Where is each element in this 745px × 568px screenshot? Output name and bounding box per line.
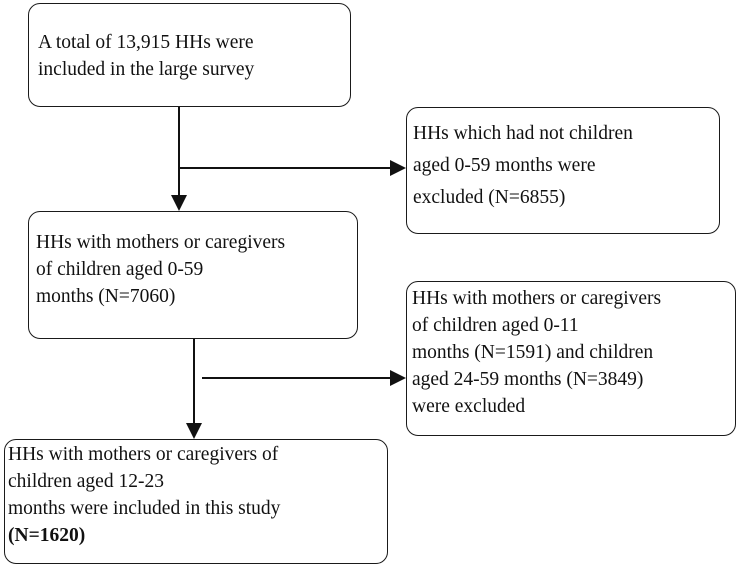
box-text-line: were excluded xyxy=(412,395,526,417)
box-included-study xyxy=(4,439,388,564)
box-total-surveyed xyxy=(28,3,351,107)
box-text-line: of children aged 0-11 xyxy=(412,314,579,336)
box-text-line: HHs which had not children xyxy=(413,123,633,144)
box-text-line: aged 0-59 months were xyxy=(413,154,596,176)
box-text-line: HHs with mothers or caregivers xyxy=(412,288,662,309)
box-text-line: children aged 12-23 xyxy=(8,470,164,492)
box-text-line: HHs with mothers or caregivers xyxy=(36,232,286,253)
box-excluded-age-groups xyxy=(406,281,736,436)
box-text-line: months were included in this study xyxy=(8,497,281,519)
box-text-line: aged 24-59 months (N=3849) xyxy=(412,368,644,390)
study-sample-size: (N=1620) xyxy=(8,524,86,546)
box-text-line: months (N=1591) and children xyxy=(412,341,654,363)
box-text-line: included in the large survey xyxy=(38,58,255,80)
box-text-line: HHs with mothers or caregivers of xyxy=(8,444,279,465)
box-text-line: months (N=7060) xyxy=(36,285,176,307)
box-text-line: A total of 13,915 HHs were xyxy=(38,32,254,53)
box-mothers-children-0-59 xyxy=(28,211,358,339)
box-excluded-no-children xyxy=(406,107,720,234)
box-text-line: of children aged 0-59 xyxy=(36,258,204,280)
box-text-line: excluded (N=6855) xyxy=(413,186,566,208)
